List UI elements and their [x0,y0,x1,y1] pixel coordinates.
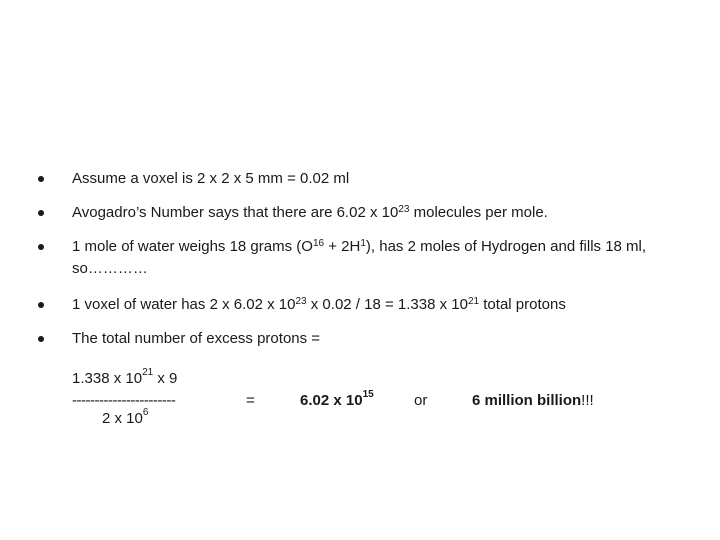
exponent: 6 [142,407,149,418]
numerator-tail: x 9 [153,370,178,387]
bullet-dot-icon [38,244,44,250]
result-base: 6.02 x 10 [300,392,363,409]
bullet-text: x 0.02 / 18 = 1.338 x 10 [306,296,468,313]
exponent: 21 [142,367,154,378]
equals-sign: = [246,392,255,409]
bullet-text: molecules per mole. [409,204,548,221]
fraction-denominator [102,407,149,427]
bullet-dot-icon [38,302,44,308]
bullet-mole-of-water [38,236,688,280]
exponent: 1 [360,238,366,249]
bullet-voxel-protons [38,294,688,316]
result-words-bold: 6 million billion [472,392,582,409]
bullet-dot-icon [38,176,44,182]
exponent: 21 [467,296,480,307]
result-in-words [472,392,594,409]
bullet-voxel-size [38,168,688,190]
bullet-text: The total number of excess protons = [72,330,321,347]
bullet-text: ), has 2 moles of Hydrogen and fills 18 ml, so………… [72,238,647,277]
bullet-dot-icon [38,336,44,342]
bullet-text: + 2H [324,238,361,255]
bullet-text: total protons [479,296,566,313]
exponent: 16 [312,238,325,249]
bullet-text: 1 mole of water weighs 18 grams (O [72,238,313,255]
bullet-avogadro [38,202,688,224]
bullet-text: Avogadro’s Number says that there are 6.02 x 10 [72,204,399,221]
numerator-base: 1.338 x 10 [72,370,143,387]
exponent: 23 [295,296,307,307]
bullet-dot-icon [38,210,44,216]
bullet-list [38,168,688,350]
result-value [300,389,374,409]
fraction-numerator [72,367,178,387]
denominator-base: 2 x 10 [102,410,143,427]
bullet-excess-protons [38,328,688,350]
fraction-rule: ----------------------- [72,392,176,409]
excess-protons-calculation [72,367,692,440]
exponent: 15 [362,389,374,400]
result-words-tail: !!! [581,392,594,409]
or-word: or [414,392,428,409]
exponent: 23 [398,204,410,215]
bullet-text: 1 voxel of water has 2 x 6.02 x 10 [72,296,296,313]
bullet-text: Assume a voxel is 2 x 2 x 5 mm = 0.02 ml [72,170,350,187]
